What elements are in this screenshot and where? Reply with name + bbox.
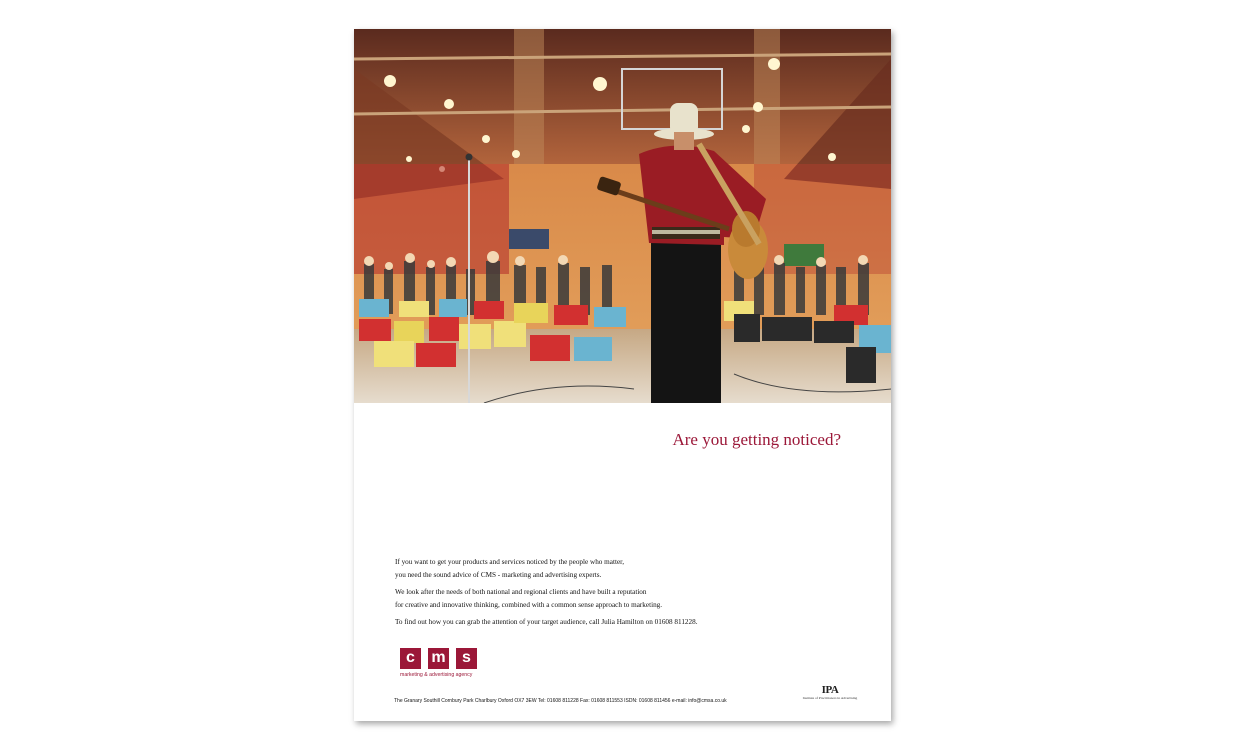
body-paragraph-2 <box>395 586 845 612</box>
guitarist-on-stage-image <box>354 29 891 403</box>
body-line-5: To find out how you can grab the attention of your target audience, call Julia Hamilton on 01608 811228. <box>395 618 698 626</box>
body-line-4: for creative and innovative thinking, combined with a common sense approach to marketing. <box>395 601 663 609</box>
body-paragraph-3 <box>395 616 845 629</box>
logo-letter-c: c <box>400 648 421 669</box>
ipa-logo <box>800 684 860 700</box>
headline: Are you getting noticed? <box>672 430 841 449</box>
hero-photo <box>354 29 891 403</box>
body-line-1: If you want to get your products and services noticed by the people who matter, <box>395 558 625 566</box>
body-line-3: We look after the needs of both national and regional clients and have built a reputation <box>395 588 647 596</box>
logo-letter-m: m <box>428 648 449 669</box>
ad-page <box>354 29 891 721</box>
ipa-subtitle: Institute of Practitioners in Advertising <box>802 696 858 700</box>
body-line-2: you need the sound advice of CMS - marketing and advertising experts. <box>395 571 602 579</box>
cms-logo <box>400 648 477 678</box>
contact-footer: The Granary Southill Cornbury Park Charlbury Oxford OX7 3EW Tel: 01608 811228 Fax: 01608 811553 ISDN: 01608 811456 e-mail: info@cmsa.co.uk <box>394 698 727 704</box>
cms-logo-mark <box>400 648 477 669</box>
body-copy <box>395 556 845 633</box>
logo-tagline: marketing & advertising agency <box>400 672 473 678</box>
body-paragraph-1 <box>395 556 845 582</box>
ipa-mark: IPA <box>821 684 839 696</box>
logo-letter-s: s <box>456 648 477 669</box>
